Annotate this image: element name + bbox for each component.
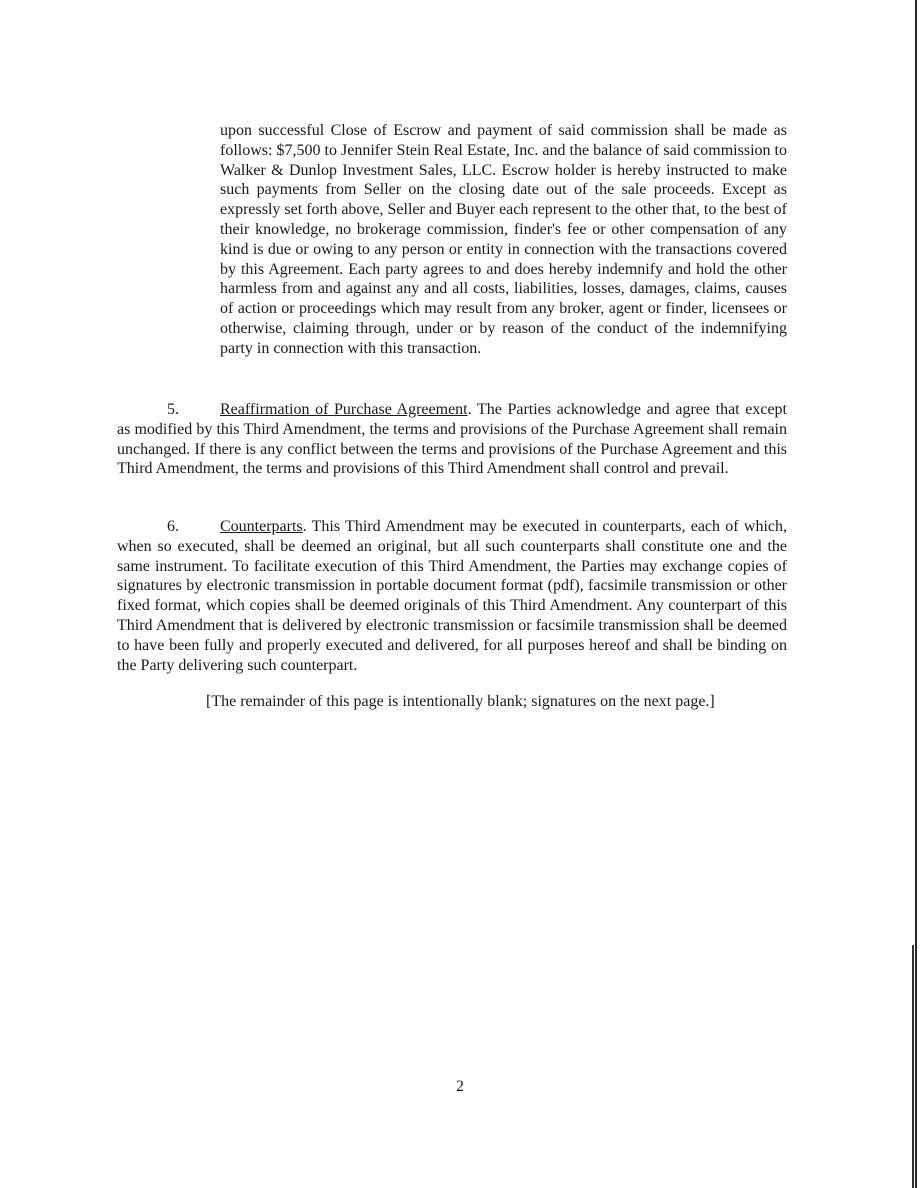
section-caption: Counterparts <box>220 518 303 535</box>
section-number: 6. <box>167 518 179 535</box>
section-5-reaffirmation <box>117 400 787 479</box>
commission-continuation-paragraph: upon successful Close of Escrow and payment of said commission shall be made as follows: $7,500 to Jennifer Stein Real Estate, Inc. and the balance of said commission to Walker & Dunlop Investment Sales, LLC. Escrow holder is hereby instructed to make such payments from Seller on the closing date out of the sale proceeds. Except as expressly set forth above, Seller and Buyer each represent to the other that, to the best of their knowledge, no brokerage commission, finder's fee or other compensation of any kind is due or owing to any person or entity in connection with the transactions covered by this Agreement. Each party agrees to and does hereby indemnify and hold the other harmless from and against any and all costs, liabilities, losses, damages, claims, causes of action or proceedings which may result from any broker, agent or finder, licensees or otherwise, claiming through, under or by reason of the conduct of the indemnifying party in connection with this transaction. <box>220 122 787 357</box>
section-body: . The Parties acknowledge and agree that except as modified by this Third Amendment, the terms and provisions of the Purchase Agreement shall remain unchanged. If there is any conflict between the terms and provisions of the Purchase Agreement and this Third Amendment, the terms and provisions of this Third Amendment shall control and prevail. <box>117 401 787 478</box>
scan-edge-line <box>915 0 917 1188</box>
remainder-blank-note: [The remainder of this page is intentionally blank; signatures on the next page.] <box>206 693 715 710</box>
section-body: . This Third Amendment may be executed in counterparts, each of which, when so executed, shall be deemed an original, but all such counterparts shall constitute one and the same instrument. To facilitate execution of this Third Amendment, the Parties may exchange copies of signatures by electronic transmission in portable document format (pdf), facsimile transmission or other fixed format, which copies shall be deemed originals of this Third Amendment. Any counterpart of this Third Amendment that is delivered by electronic transmission or facsimile transmission shall be deemed to have been fully and properly executed and delivered, for all purposes hereof and shall be binding on the Party delivering such counterpart. <box>117 518 787 674</box>
scan-edge-line-lower <box>912 945 914 1188</box>
section-caption: Reaffirmation of Purchase Agreement <box>220 401 468 418</box>
page-number: 2 <box>456 1078 464 1095</box>
section-6-counterparts <box>117 517 787 675</box>
section-number: 5. <box>167 401 179 418</box>
